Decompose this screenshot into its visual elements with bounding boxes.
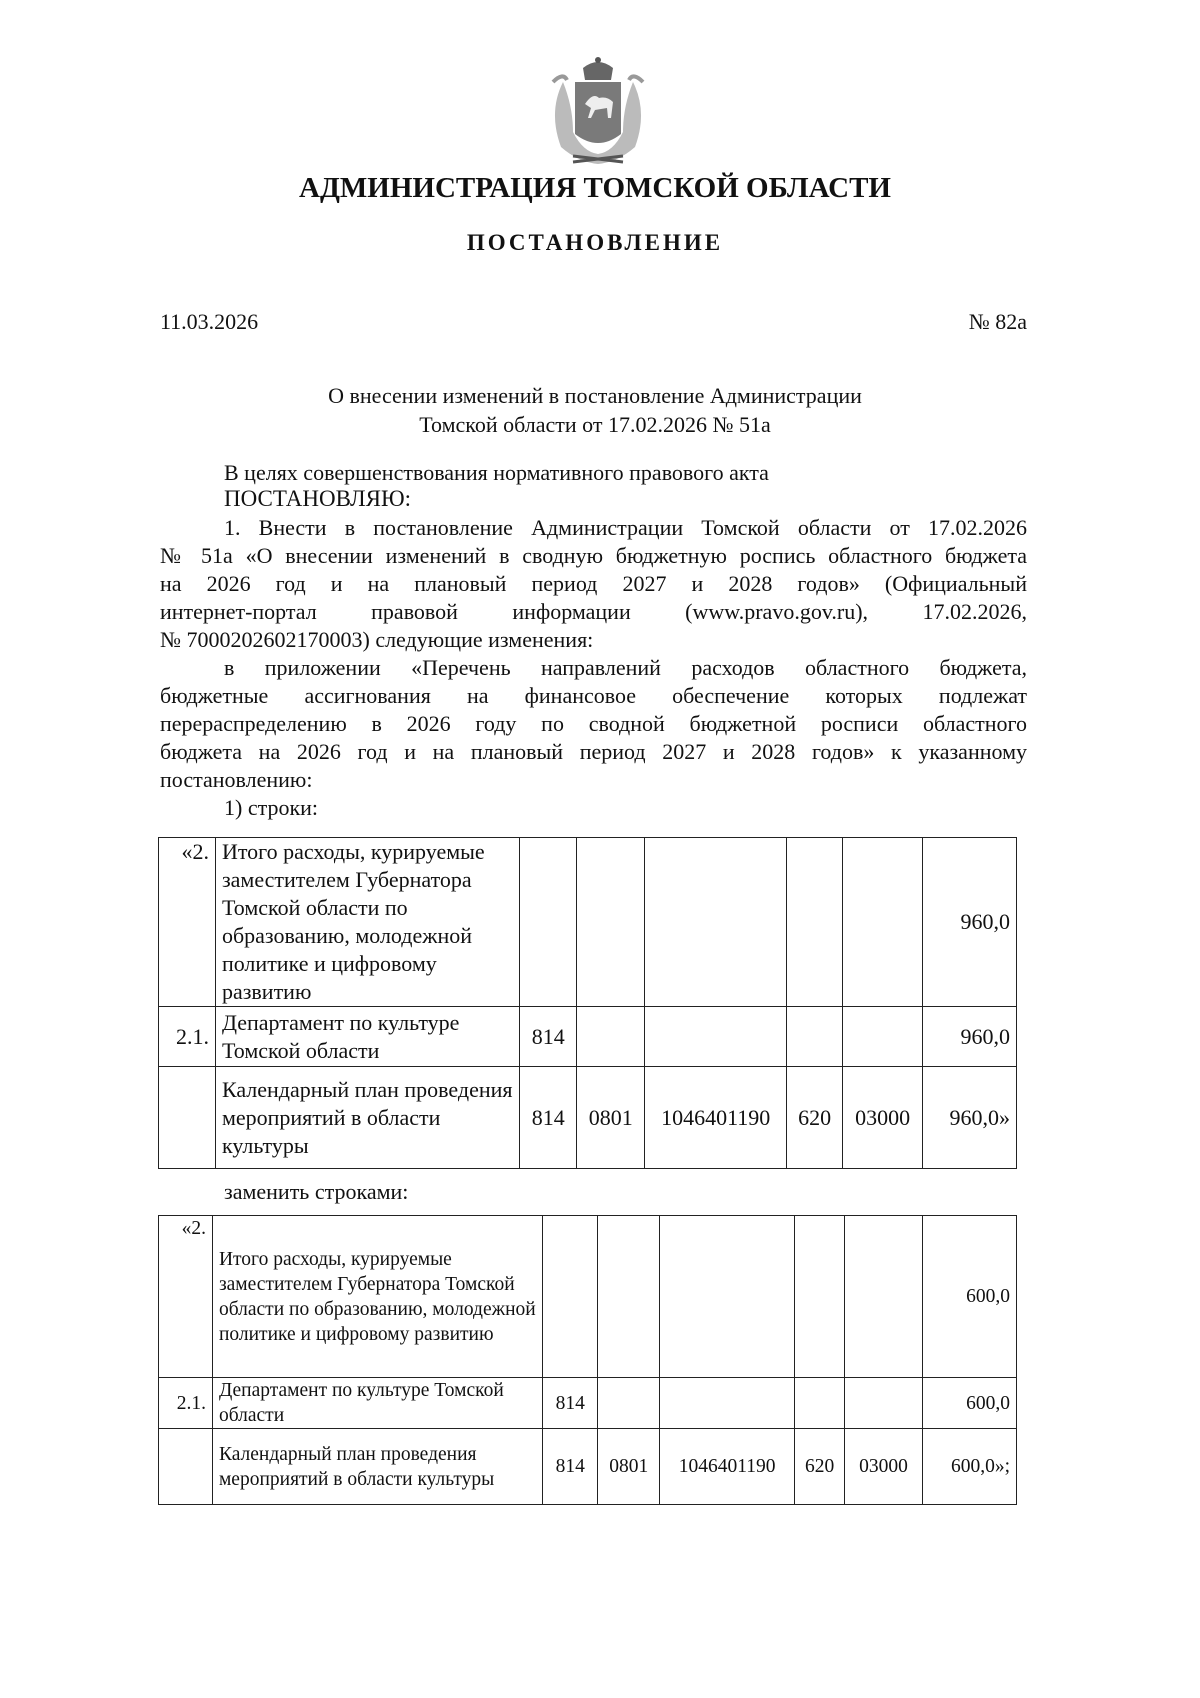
table-row bbox=[159, 1429, 1017, 1505]
paragraph-line: бюджета на 2026 год и на плановый период 2027 и 2028 годов» к указанному bbox=[160, 739, 1027, 764]
ministry-code: 814 bbox=[520, 1007, 577, 1067]
document-date: 11.03.2026 bbox=[160, 309, 259, 334]
extra-code: 03000 bbox=[845, 1429, 923, 1505]
row-number: 2.1. bbox=[159, 1378, 213, 1429]
table-row bbox=[159, 838, 1017, 1007]
row-name: Департамент по культуре Томской области bbox=[212, 1378, 542, 1429]
decree-word: ПОСТАНОВЛЯЮ: bbox=[224, 486, 412, 511]
paragraph-line: в приложении «Перечень направлений расходов областного бюджета, bbox=[224, 655, 1027, 680]
subject-line: Томской области от 17.02.2026 № 51а bbox=[419, 412, 771, 437]
table-row bbox=[159, 1378, 1017, 1429]
subject-line: О внесении изменений в постановление Администрации bbox=[328, 383, 862, 408]
row-name: Календарный план проведения мероприятий в области культуры bbox=[215, 1067, 519, 1169]
paragraph-line: № 51а «О внесении изменений в сводную бюджетную роспись областного бюджета bbox=[160, 543, 1027, 568]
row-amount: 960,0 bbox=[923, 838, 1017, 1007]
row-amount: 600,0 bbox=[923, 1216, 1017, 1378]
table-row bbox=[159, 1067, 1017, 1169]
table-row bbox=[159, 1007, 1017, 1067]
item-label: 1) строки: bbox=[224, 795, 319, 820]
paragraph-line: 1. Внести в постановление Администрации Томской области от 17.02.2026 bbox=[224, 515, 1027, 540]
row-amount: 600,0 bbox=[923, 1378, 1017, 1429]
paragraph-line: интернет-портал правовой информации (www.pravo.gov.ru), 17.02.2026, bbox=[160, 599, 1027, 624]
row-amount: 960,0 bbox=[923, 1007, 1017, 1067]
document-type: ПОСТАНОВЛЕНИЕ bbox=[466, 230, 724, 255]
table-old-rows bbox=[158, 837, 1017, 1169]
row-number: «2. bbox=[159, 1216, 213, 1378]
expense-type: 620 bbox=[787, 1067, 843, 1169]
table-row bbox=[159, 1216, 1017, 1378]
row-name: Календарный план проведения мероприятий в области культуры bbox=[212, 1429, 542, 1505]
document-number: № 82а bbox=[968, 309, 1027, 334]
paragraph-line: № 7000202602170003) следующие изменения: bbox=[160, 627, 594, 652]
row-number: «2. bbox=[159, 838, 216, 1007]
row-amount: 960,0» bbox=[923, 1067, 1017, 1169]
paragraph-line: на 2026 год и на плановый период 2027 и 2028 годов» (Официальный bbox=[160, 571, 1027, 596]
target-code: 1046401190 bbox=[660, 1429, 795, 1505]
expense-type: 620 bbox=[795, 1429, 845, 1505]
organization-title: АДМИНИСТРАЦИЯ ТОМСКОЙ ОБЛАСТИ bbox=[299, 172, 891, 204]
target-code: 1046401190 bbox=[645, 1067, 787, 1169]
paragraph-line: перераспределению в 2026 году по сводной бюджетной росписи областного bbox=[160, 711, 1027, 736]
section-code: 0801 bbox=[598, 1429, 660, 1505]
row-amount: 600,0»; bbox=[923, 1429, 1017, 1505]
coat-of-arms-icon bbox=[543, 52, 653, 167]
table-new-rows bbox=[158, 1215, 1017, 1505]
row-number: 2.1. bbox=[159, 1007, 216, 1067]
row-name: Итого расходы, курируемые заместителем Губернатора Томской области по образованию, молодежной политике и цифровому развитию bbox=[212, 1216, 542, 1378]
purpose-text: В целях совершенствования нормативного правового акта bbox=[224, 460, 769, 485]
replace-label: заменить строками: bbox=[224, 1179, 409, 1204]
ministry-code: 814 bbox=[543, 1429, 598, 1505]
paragraph-line: бюджетные ассигнования на финансовое обеспечение которых подлежат bbox=[160, 683, 1027, 708]
paragraph-line: постановлению: bbox=[160, 767, 313, 792]
row-name: Итого расходы, курируемые заместителем Губернатора Томской области по образованию, молодежной политике и цифровому развитию bbox=[215, 838, 519, 1007]
extra-code: 03000 bbox=[843, 1067, 923, 1169]
ministry-code: 814 bbox=[520, 1067, 577, 1169]
ministry-code: 814 bbox=[543, 1378, 598, 1429]
section-code: 0801 bbox=[577, 1067, 645, 1169]
row-name: Департамент по культуре Томской области bbox=[215, 1007, 519, 1067]
